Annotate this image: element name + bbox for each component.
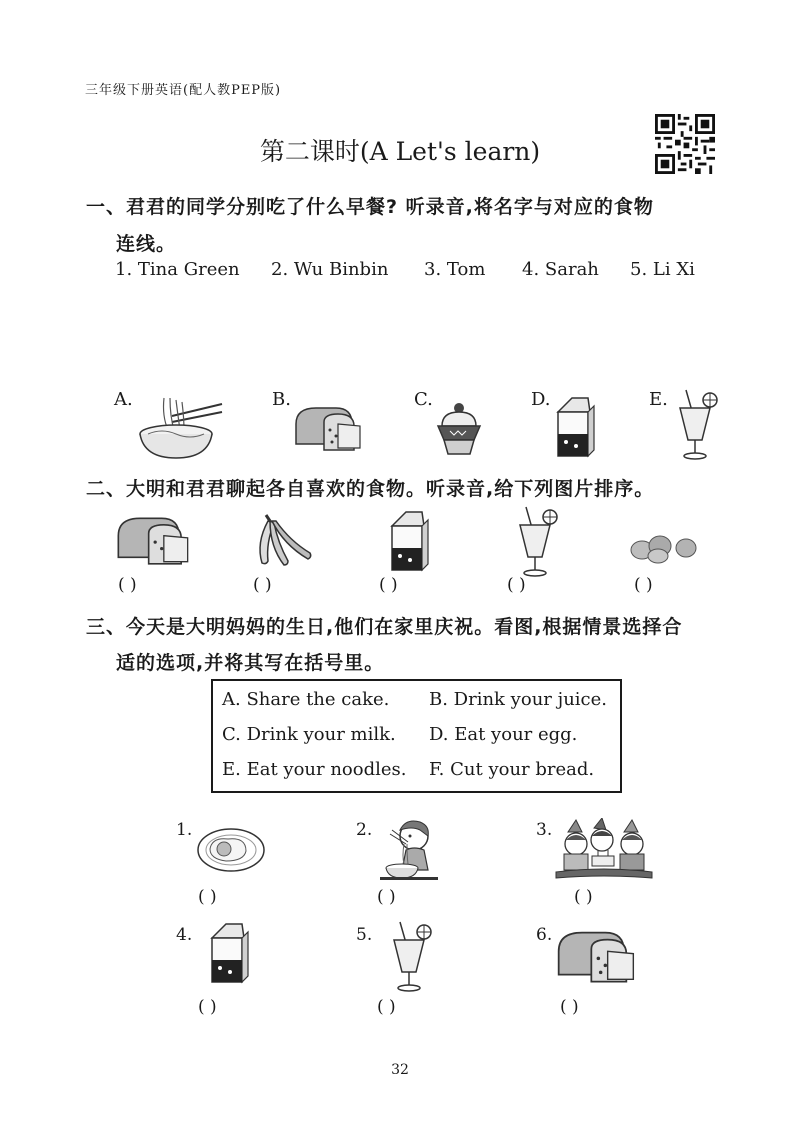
name-item: 4. Sarah bbox=[522, 259, 599, 280]
milk-carton-icon bbox=[552, 396, 596, 458]
item-number: 3. bbox=[536, 820, 553, 840]
item-number: 6. bbox=[536, 925, 553, 945]
section1-heading-cont: 连线。 bbox=[116, 233, 177, 255]
answer-blank[interactable]: ( ) bbox=[560, 997, 579, 1017]
answer-blank[interactable]: ( ) bbox=[253, 575, 272, 595]
section1-heading: 一、君君的同学分别吃了什么早餐? 听录音,将名字与对应的食物 bbox=[86, 196, 654, 218]
fried-egg-plate-icon bbox=[196, 827, 266, 873]
answer-blank[interactable]: ( ) bbox=[634, 575, 653, 595]
name-item: 2. Wu Binbin bbox=[271, 259, 389, 280]
option-c: C. Drink your milk. bbox=[222, 724, 396, 745]
section3-heading-cont: 适的选项,并将其写在括号里。 bbox=[116, 652, 385, 674]
item-number: 5. bbox=[356, 925, 373, 945]
birthday-party-icon bbox=[554, 818, 654, 880]
item-number: 2. bbox=[356, 820, 373, 840]
milk-carton-icon bbox=[206, 922, 250, 984]
bread-icon bbox=[292, 404, 364, 452]
name-item: 3. Tom bbox=[424, 259, 486, 280]
option-d: D. Eat your egg. bbox=[429, 724, 578, 745]
cupcake-icon bbox=[434, 400, 484, 456]
option-letter: C. bbox=[414, 389, 433, 410]
noodles-icon bbox=[134, 396, 224, 460]
option-e: E. Eat your noodles. bbox=[222, 759, 407, 780]
bread-icon bbox=[554, 928, 638, 984]
name-item: 1. Tina Green bbox=[115, 259, 240, 280]
options-box bbox=[211, 679, 622, 793]
option-a: A. Share the cake. bbox=[222, 689, 390, 710]
answer-blank[interactable]: ( ) bbox=[379, 575, 398, 595]
option-b: B. Drink your juice. bbox=[429, 689, 607, 710]
bread-icon bbox=[114, 514, 192, 566]
section3-heading: 三、今天是大明妈妈的生日,他们在家里庆祝。看图,根据情景选择合 bbox=[86, 616, 683, 638]
boy-eating-noodles-icon bbox=[376, 816, 442, 882]
option-letter: D. bbox=[531, 389, 551, 410]
answer-blank[interactable]: ( ) bbox=[198, 997, 217, 1017]
answer-blank[interactable]: ( ) bbox=[574, 887, 593, 907]
option-letter: E. bbox=[649, 389, 668, 410]
milk-carton-icon bbox=[386, 510, 430, 572]
answer-blank[interactable]: ( ) bbox=[507, 575, 526, 595]
bananas-icon bbox=[252, 513, 314, 569]
answer-blank[interactable]: ( ) bbox=[118, 575, 137, 595]
eggs-icon bbox=[628, 530, 698, 564]
name-item: 5. Li Xi bbox=[630, 259, 695, 280]
answer-blank[interactable]: ( ) bbox=[377, 887, 396, 907]
option-letter: B. bbox=[272, 389, 291, 410]
item-number: 4. bbox=[176, 925, 193, 945]
page-number: 32 bbox=[391, 1062, 409, 1078]
lesson-title: 第二课时(A Let's learn) bbox=[259, 137, 541, 166]
answer-blank[interactable]: ( ) bbox=[198, 887, 217, 907]
option-f: F. Cut your bread. bbox=[429, 759, 595, 780]
juice-glass-icon bbox=[388, 920, 434, 994]
juice-glass-icon bbox=[514, 505, 560, 579]
series-label: 三年级下册英语(配人教PEP版) bbox=[85, 83, 282, 98]
section2-heading: 二、大明和君君聊起各自喜欢的食物。听录音,给下列图片排序。 bbox=[86, 478, 655, 500]
juice-glass-icon bbox=[674, 388, 720, 462]
answer-blank[interactable]: ( ) bbox=[377, 997, 396, 1017]
option-letter: A. bbox=[114, 389, 133, 410]
item-number: 1. bbox=[176, 820, 193, 840]
